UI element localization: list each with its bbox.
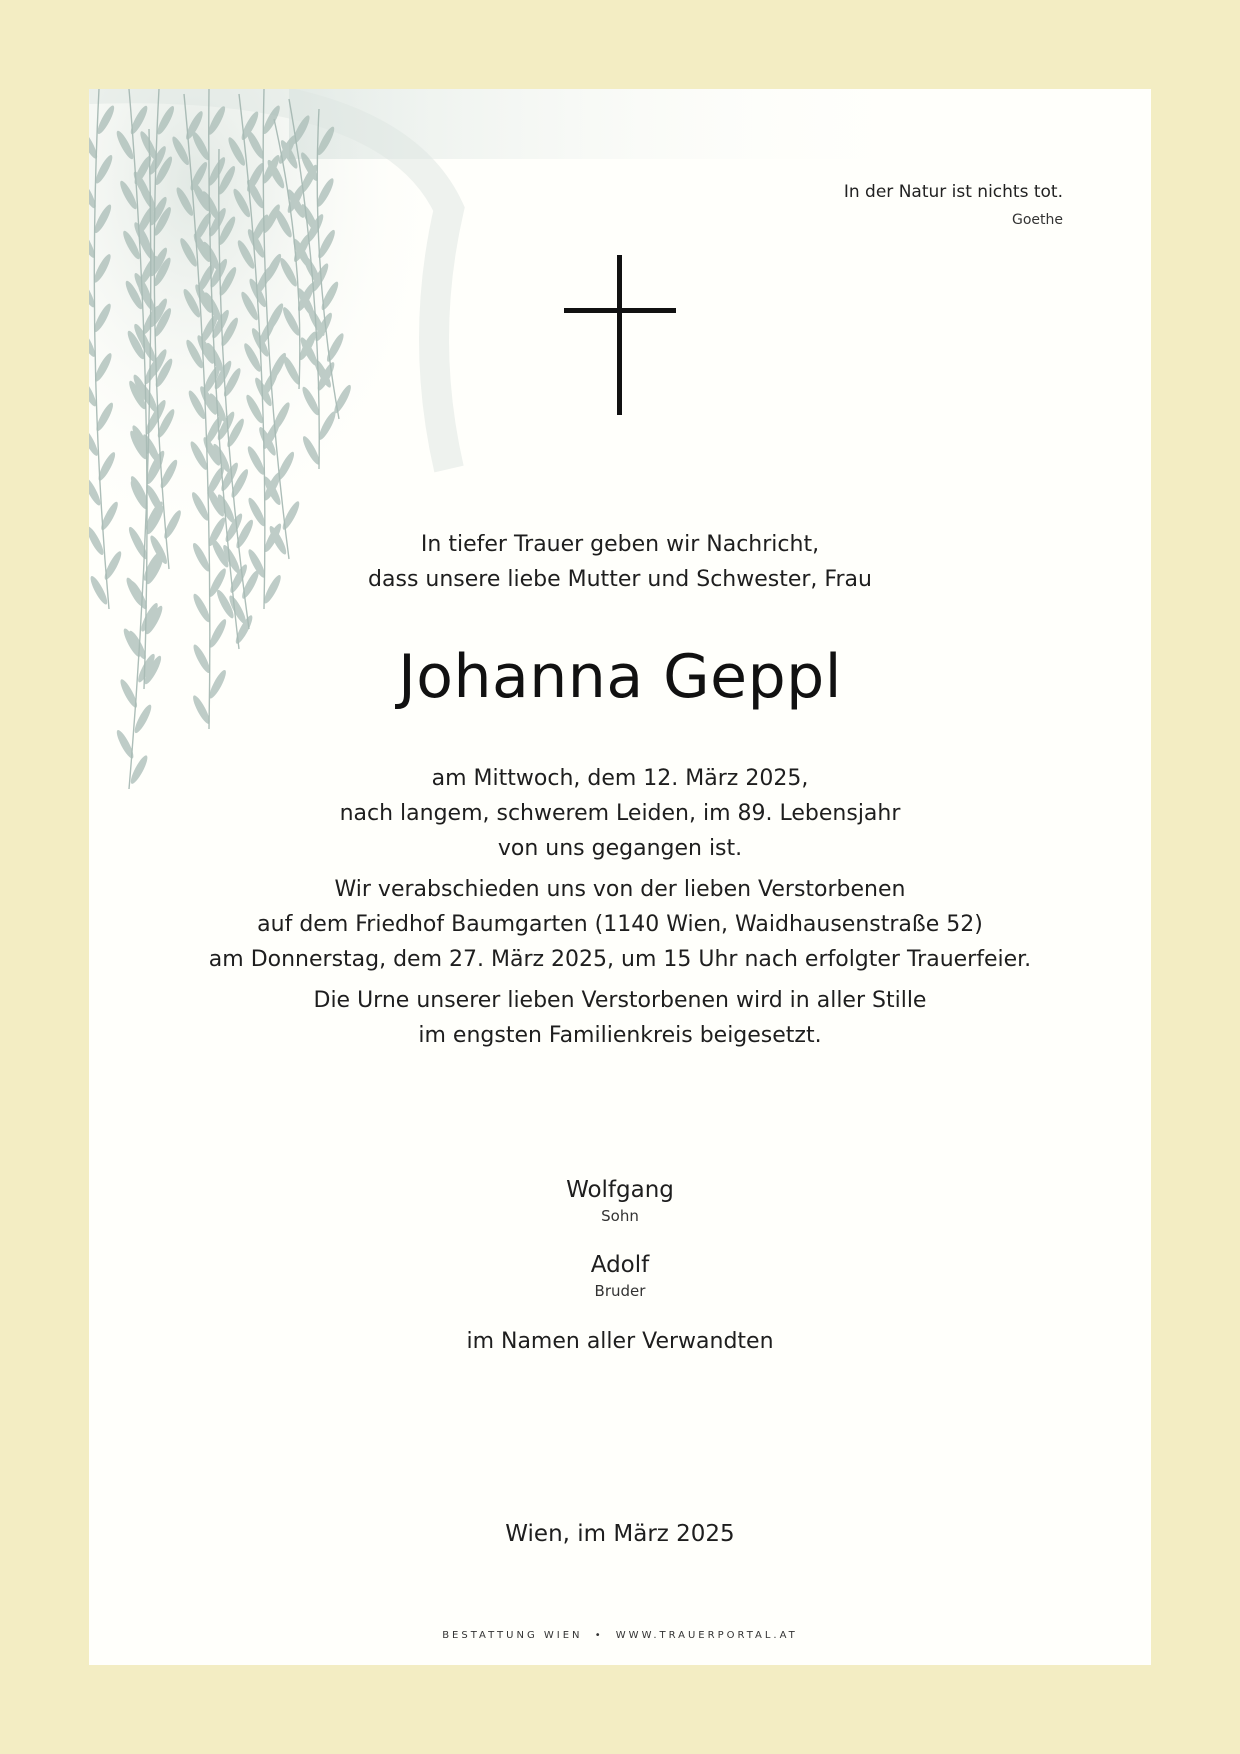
place-date: Wien, im März 2025 — [505, 1521, 735, 1547]
urn-info — [89, 983, 1151, 1053]
death-info — [89, 761, 1151, 866]
intro-text — [89, 527, 1151, 597]
urn-line: Die Urne unserer lieben Verstorbenen wird in aller Stille — [313, 988, 927, 1013]
death-info-line: am Mittwoch, dem 12. März 2025, — [431, 766, 809, 791]
mourner-block — [89, 1252, 1151, 1300]
mourner-name: Adolf — [590, 1252, 650, 1278]
farewell-line: am Donnerstag, dem 27. März 2025, um 15 Uhr nach erfolgter Trauerfeier. — [208, 947, 1032, 972]
farewell-info — [89, 872, 1151, 977]
mourner-block — [89, 1177, 1151, 1225]
footer-brand: BESTATTUNG WIEN — [442, 1630, 583, 1641]
footer — [89, 1630, 1151, 1641]
death-info-line: nach langem, schwerem Leiden, im 89. Lebensjahr — [339, 801, 901, 826]
mourner-relation: Bruder — [594, 1282, 646, 1300]
footer-website: WWW.TRAUERPORTAL.AT — [615, 1630, 798, 1641]
mourner-relation: Sohn — [601, 1207, 639, 1225]
quote-text: In der Natur ist nichts tot. — [843, 182, 1063, 202]
quote-author: Goethe — [1011, 212, 1063, 228]
intro-line: In tiefer Trauer geben wir Nachricht, — [420, 532, 820, 557]
obituary-card — [89, 89, 1151, 1665]
death-info-line: von uns gegangen ist. — [497, 836, 743, 861]
urn-line: im engsten Familienkreis beigesetzt. — [418, 1023, 822, 1048]
farewell-line: auf dem Friedhof Baumgarten (1140 Wien, Waidhausenstraße 52) — [257, 912, 983, 937]
quote-block — [844, 182, 1063, 228]
relatives-line: im Namen aller Verwandten — [466, 1329, 774, 1354]
footer-separator: • — [594, 1630, 604, 1641]
farewell-line: Wir verabschieden uns von der lieben Verstorbenen — [334, 877, 906, 902]
mourner-name: Wolfgang — [566, 1177, 674, 1203]
cross-icon — [564, 255, 676, 415]
intro-line: dass unsere liebe Mutter und Schwester, Frau — [368, 567, 872, 592]
deceased-name: Johanna Geppl — [398, 642, 842, 712]
